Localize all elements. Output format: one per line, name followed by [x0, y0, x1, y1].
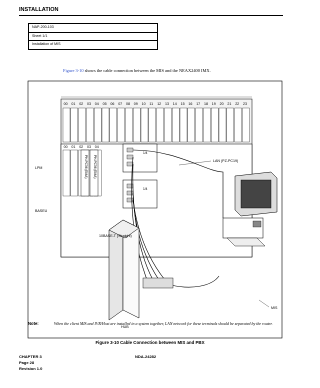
lpm-slot — [118, 108, 125, 142]
slot-number: 01 — [71, 102, 76, 106]
slot-number: 20 — [219, 102, 224, 106]
slot-number: 16 — [188, 102, 193, 106]
hub-port-block — [143, 278, 173, 288]
slot-number: 02 — [79, 145, 84, 149]
slot-number: 18 — [204, 102, 208, 106]
slot-number: 14 — [172, 102, 177, 106]
lpm-slot — [188, 108, 195, 142]
note-label: Note: — [28, 321, 39, 326]
slot-number: 21 — [227, 102, 232, 106]
info-table — [28, 23, 158, 50]
figure-link[interactable]: Figure 3-10 — [63, 68, 84, 73]
lpm-slot — [203, 108, 210, 142]
footer-left — [19, 354, 42, 371]
ph-pc36-card-1 — [81, 150, 89, 196]
intro-text: shows the cable connection between the MIS and the NEAX2400 IMX. — [83, 68, 211, 73]
cable-connection-figure — [27, 80, 283, 339]
lpm-slot — [79, 108, 86, 142]
lpm-slot — [133, 108, 140, 142]
section-title: INSTALLATION — [19, 7, 59, 13]
footer-chapter: CHAPTER 3 — [19, 354, 42, 359]
slot-number: 12 — [157, 102, 162, 106]
mis-leader-line — [259, 300, 269, 307]
slot-number: 03 — [87, 102, 91, 106]
info-table-cell: NAP-200-103 — [29, 24, 158, 33]
slot-number: 04 — [94, 102, 99, 106]
mis-label: MIS — [271, 306, 278, 310]
lpm-slot — [164, 108, 171, 142]
lpm-slot — [149, 108, 156, 142]
hub-label: HUB — [121, 325, 129, 329]
header-rule — [19, 15, 283, 16]
note-text: When the client MIS and IVR/Host are installed in a system together, LAN network for these terminals should be separated by the router. — [54, 321, 273, 326]
slot-number: 04 — [94, 145, 99, 149]
lpm-slot — [172, 108, 179, 142]
lpm-slot — [235, 108, 242, 142]
slot-number: 01 — [71, 145, 76, 149]
slot-number: 23 — [243, 102, 247, 106]
ema-module-1 — [123, 144, 157, 172]
slot-number: 19 — [211, 102, 216, 106]
card-label: PH-PC36 (EMA) — [93, 155, 97, 179]
slot-number: 06 — [110, 102, 115, 106]
card-label: PH-PC36 (EMA) — [84, 155, 88, 179]
basic-slot — [71, 150, 78, 196]
lpm-slot — [157, 108, 164, 142]
ema-module-2 — [123, 180, 157, 208]
lpm-slot — [141, 108, 148, 142]
ph-pc36-card-2 — [90, 150, 98, 196]
slot-number: 17 — [196, 102, 201, 106]
baseu-label: BASEU — [35, 209, 48, 213]
slot-number: 08 — [126, 102, 130, 106]
info-table-cell: Sheet 1/1 — [29, 32, 158, 41]
lpm-slot — [219, 108, 226, 142]
slot-number: 10 — [141, 102, 146, 106]
footer-revision: Revision 1.0 — [19, 365, 43, 371]
slot-number: 00 — [63, 145, 68, 149]
slot-number: 09 — [133, 102, 138, 106]
cable-label: 10BASE-T (Straight) — [99, 234, 132, 238]
lpm-slot — [94, 108, 101, 142]
slot-fraction-label: 1/4 — [143, 187, 148, 191]
slot-number: 11 — [149, 102, 154, 106]
lpm-slot — [227, 108, 234, 142]
lpm-slot — [242, 108, 249, 142]
lpm-label: LPM — [35, 166, 43, 170]
lpm-slot — [86, 108, 93, 142]
lpm-slot — [211, 108, 218, 142]
lpm-slot — [110, 108, 117, 142]
footer-page: Page 28 — [19, 359, 35, 365]
info-table-cell: Installation of MIS — [29, 41, 158, 50]
mis-screen — [241, 180, 271, 208]
slot-number: 07 — [118, 102, 123, 106]
figure-caption: Figure 3-10 Cable Connection between MIS and PBX — [95, 340, 205, 345]
slot-number: 22 — [235, 102, 240, 106]
footer-doc-id: NDA-24282 — [135, 354, 157, 359]
lpm-slot — [71, 108, 78, 142]
slot-number: 03 — [87, 145, 91, 149]
intro-paragraph — [63, 68, 211, 73]
slot-fraction-label: 1/4 — [143, 151, 148, 155]
lpm-slot — [102, 108, 109, 142]
slot-number: 13 — [165, 102, 169, 106]
lan-label: LAN (PZ-PC19) — [213, 159, 239, 163]
basic-slot — [63, 150, 70, 196]
slot-number: 02 — [79, 102, 84, 106]
lpm-slot — [125, 108, 132, 142]
lpm-slot — [180, 108, 187, 142]
slot-number: 00 — [63, 102, 68, 106]
lpm-slot — [63, 108, 70, 142]
lpm-slot — [196, 108, 203, 142]
slot-number: 05 — [102, 102, 107, 106]
slot-number: 15 — [180, 102, 185, 106]
